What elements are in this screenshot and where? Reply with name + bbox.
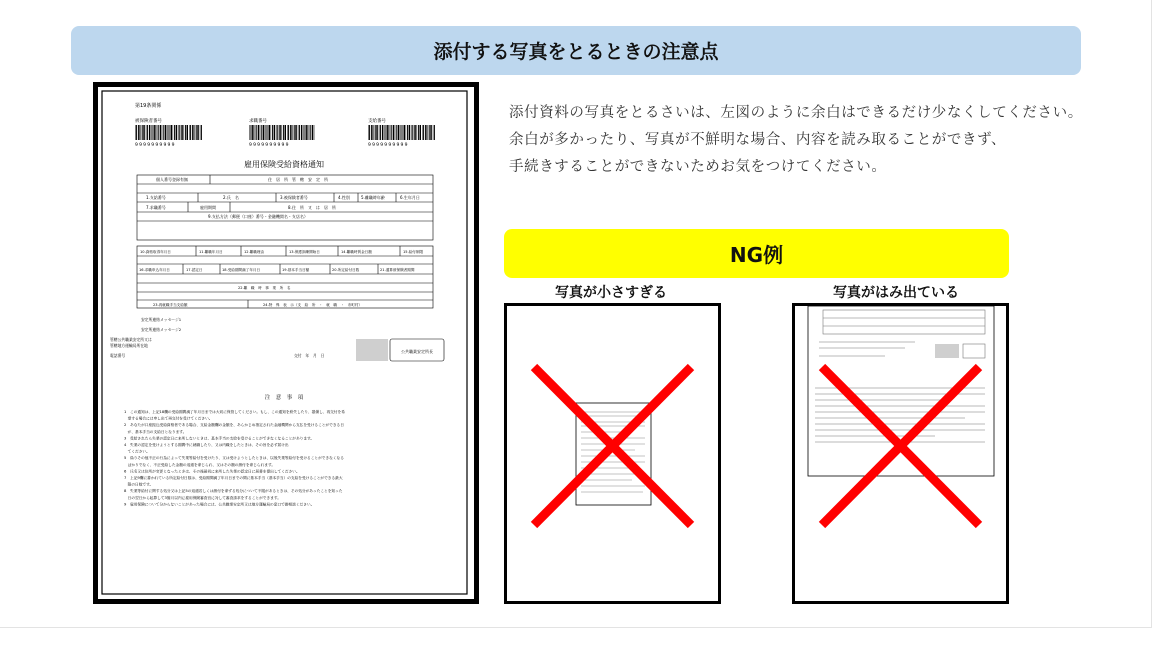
stamp-text: 公共職業安定所長 — [401, 349, 433, 354]
barcode-bar — [160, 125, 162, 140]
barcode-bar — [154, 125, 156, 140]
barcode-bar — [153, 125, 154, 140]
barcode-bar — [263, 125, 265, 140]
barcode-bar — [196, 125, 197, 140]
barcode-bar — [140, 125, 141, 140]
form-message: 安定所連絡メッセージ1 — [141, 317, 182, 322]
note-line: 限の日数です。 — [124, 482, 154, 487]
barcode-bar — [390, 125, 391, 140]
barcode-bar — [281, 125, 282, 140]
note-line: 4 失業の認定を受けようとする期間中に就職したり、又は内職をしたときは、その旨を必ず届け出 — [124, 443, 289, 447]
barcode-bar — [138, 125, 140, 140]
barcode-bar — [149, 125, 151, 140]
note-line: 日の翌日から起算して3箇月以内に雇用保険審査官に対して審査請求をすることができます。 — [124, 495, 281, 500]
barcode-bar — [409, 125, 411, 140]
barcode-bar — [391, 125, 392, 140]
barcode-bar — [412, 125, 413, 140]
form-cell: 21.通算被保険者期間 — [380, 268, 415, 272]
barcode-bar — [395, 125, 396, 140]
note-line: 8 失業等給付に関する処分又は上記5の返還若しくは納付を命ずる処分について不服があるときは、その処分があったことを知った — [124, 489, 343, 494]
barcode-bar — [256, 125, 257, 140]
barcode-digits: 9999999999 — [249, 143, 290, 148]
barcode-bar — [310, 125, 311, 140]
barcode-bar — [261, 125, 262, 140]
note-line: 3 受給されたら失業の認定日に来所しないときは、基本手当の支給を受けることができなくなることがあります。 — [124, 436, 315, 441]
barcode-bar — [151, 125, 152, 140]
form-title: 雇用保険受給資格通知 — [244, 160, 324, 169]
form-office-label: 管轄地方運輸局所在地 — [110, 343, 148, 348]
note-line: が、基本手当の支給日となります。 — [124, 429, 187, 434]
ng-example-too-small — [504, 303, 721, 604]
barcode-bar — [157, 125, 158, 140]
note-line: 2 あなたが口座振込受給資格者である場合、支給金額欄の金額を、あらかじめ指定された金融機関から支払を受けることができる日 — [124, 423, 344, 428]
instruction-line: 余白が多かったり、写真が不鮮明な場合、内容を読み取ることができず、 — [509, 132, 1007, 148]
barcode-bar — [398, 125, 400, 140]
barcode-bar — [373, 125, 374, 140]
barcode-bar — [292, 125, 293, 140]
barcode-bar — [147, 125, 148, 140]
notes-title: 注 意 事 項 — [264, 395, 304, 401]
barcode-bar — [255, 125, 256, 140]
form-cell: 23.再就職手当支給額 — [153, 303, 188, 307]
barcode-bar — [406, 125, 407, 140]
barcode-bar — [135, 125, 136, 140]
form-cell: 12.離職理由 — [244, 250, 265, 254]
sample-form-image — [98, 87, 474, 599]
barcode-bar — [369, 125, 370, 140]
barcode-bar — [181, 125, 183, 140]
barcode-bar — [422, 125, 423, 140]
ng-example-too-small-image — [507, 306, 718, 601]
barcode-bar — [429, 125, 430, 140]
barcode-bar — [294, 125, 295, 140]
note-line: ばかりでなく、不正受給した金額の返還を命じられ、又はその額の納付を命じられます。 — [124, 462, 276, 467]
barcode-bar — [179, 125, 180, 140]
barcode-bar — [252, 125, 254, 140]
barcode-bar — [290, 125, 292, 140]
barcode-bar — [185, 125, 186, 140]
form-cell: 11.離職年月日 — [199, 250, 223, 254]
barcode-bar — [189, 125, 190, 140]
barcode-bar — [368, 125, 369, 140]
form-issue-date: 交付 年 月 日 — [294, 353, 325, 358]
barcode-bar — [269, 125, 271, 140]
form-cell: 15.給付制限 — [403, 250, 424, 254]
barcode-bar — [197, 125, 199, 140]
barcode-bar — [260, 125, 261, 140]
barcode-bar — [379, 125, 380, 140]
form-cell: 14.離職時賃金日額 — [341, 250, 372, 254]
form-cell: 2.氏 名 — [223, 195, 239, 200]
note-line: てください。 — [124, 449, 150, 454]
barcode-bar — [411, 125, 412, 140]
note-line: 5 偽りその他不正の行為によって失業等給付を受けたり、又は受けようとしたときは、以後失業等給付を受けることができなくなる — [124, 456, 344, 461]
ng-example-overflow — [792, 303, 1009, 604]
form-office-label: 電話番号 — [110, 353, 126, 358]
barcode-bar — [416, 125, 417, 140]
barcode-bar — [386, 125, 387, 140]
barcode-bar — [171, 125, 173, 140]
barcode-bar — [295, 125, 297, 140]
barcode-bar — [306, 125, 308, 140]
barcode-bar — [427, 125, 428, 140]
barcode-bar — [178, 125, 179, 140]
form-seal-area — [356, 339, 388, 361]
form-cell: 24.特 殊 表 示（支 給 所 ・ 就 職 ・ 市町村） — [263, 303, 363, 307]
form-cell: 7.求職番号 — [146, 205, 166, 210]
barcode-bar — [136, 125, 137, 140]
instruction-line: 手続きすることができないためお気をつけてください。 — [509, 159, 887, 175]
barcode-bar — [407, 125, 408, 140]
barcode-bar — [272, 125, 273, 140]
form-cell: 10.資格取得年月日 — [140, 250, 171, 254]
barcode-bar — [371, 125, 373, 140]
barcode-bar — [158, 125, 159, 140]
barcode-bar — [142, 125, 143, 140]
barcode-bar — [271, 125, 272, 140]
barcode-bar — [192, 125, 194, 140]
note-line: 9 雇用保険について分からないことがあった場合には、公共職業安定所又は地方運輸局の窓口で御相談ください。 — [124, 502, 315, 507]
form-cell: 1.支給番号 — [146, 195, 166, 200]
barcode-bar — [288, 125, 289, 140]
note-line: 望する場合には申し出て再交付を受けてください。 — [124, 416, 213, 421]
barcode-bar — [251, 125, 252, 140]
barcode-bar — [387, 125, 389, 140]
ng-caption-overflow: 写真がはみ出ている — [833, 285, 959, 301]
barcode-bar — [414, 125, 416, 140]
instruction-text — [509, 100, 1129, 181]
barcode-bar — [375, 125, 376, 140]
barcode-bar — [420, 125, 422, 140]
note-line: 1 この通知は、上記18欄の受給期間満了年月日までは大切に保管してください。もし、この通知を紛失したり、損傷し、再交付を希 — [124, 410, 345, 414]
barcode-bar — [169, 125, 170, 140]
barcode-bar — [249, 125, 250, 140]
notes-list — [124, 409, 345, 506]
barcode-bar — [143, 125, 145, 140]
form-office-label: 管轄公共職業安定所又は — [110, 337, 152, 342]
barcode-bar — [190, 125, 191, 140]
barcode-bar — [162, 125, 163, 140]
ng-example-banner: NG例 — [504, 229, 1009, 278]
barcode-bar — [258, 125, 260, 140]
barcode-bar — [423, 125, 424, 140]
barcode-bar — [285, 125, 287, 140]
form-cell: 個人番号登録有無 — [156, 177, 188, 182]
barcode-bar — [430, 125, 432, 140]
barcode-bar — [279, 125, 281, 140]
barcode-bar — [265, 125, 266, 140]
page-title: 添付する写真をとるときの注意点 — [71, 26, 1081, 75]
barcode-bar — [146, 125, 147, 140]
barcode-bar — [396, 125, 397, 140]
note-line: 7 上記9欄に書かれている所定給付日数は、受給期間満了年月日までの間に基本手当（基本手当）の支給を受けることができる最大 — [124, 476, 343, 480]
barcode-bar — [183, 125, 184, 140]
note-line: 6 氏名又は住所が変更となったときは、その後最初に来所した失業の認定日に届書を提出してください。 — [124, 469, 300, 474]
form-number: 第19条関係 — [135, 103, 162, 109]
barcode-bar — [303, 125, 304, 140]
barcode-bar — [167, 125, 168, 140]
barcode-bar — [173, 125, 174, 140]
form-cell: 雇用期間 — [200, 205, 216, 210]
form-cell: 6.生年月日 — [400, 195, 420, 200]
barcode-bar — [301, 125, 303, 140]
barcode-bar — [165, 125, 167, 140]
instruction-line: 添付資料の写真をとるさいは、左図のように余白はできるだけ少なくしてください。 — [509, 105, 1083, 121]
form-cell: 3.被保険者番号 — [280, 195, 308, 200]
barcode-bar — [163, 125, 164, 140]
barcode-bar — [382, 125, 384, 140]
barcode-bar — [176, 125, 178, 140]
barcode-bar — [400, 125, 401, 140]
barcode-bar — [201, 125, 202, 140]
barcode-bar — [418, 125, 419, 140]
barcode-label: 支給番号 — [368, 119, 386, 124]
form-cell: 13.保護訓練開始日 — [289, 250, 320, 254]
barcode-bar — [393, 125, 395, 140]
form-cell: 17.認定日 — [186, 268, 203, 272]
barcode-bar — [276, 125, 277, 140]
barcode-bar — [305, 125, 306, 140]
barcode-bar — [384, 125, 385, 140]
form-message: 安定所連絡メッセージ2 — [141, 327, 182, 332]
form-cell: 18.受給期間満了年月日 — [222, 268, 261, 272]
barcode-bar — [267, 125, 268, 140]
barcode-label: 被保険者番号 — [135, 119, 162, 124]
form-cell: 19.基本手当日額 — [282, 268, 310, 272]
barcode-bar — [402, 125, 403, 140]
form-cell: 16.求職申込年月日 — [139, 268, 170, 272]
barcode-bar — [404, 125, 406, 140]
barcode-bar — [274, 125, 276, 140]
barcode-bar — [433, 125, 434, 140]
barcode-digits: 9999999999 — [135, 143, 176, 148]
ng-caption-too-small: 写真が小さすぎる — [555, 285, 667, 301]
barcode-bar — [298, 125, 299, 140]
barcode-bar — [312, 125, 314, 140]
barcode-bar — [287, 125, 288, 140]
barcode-bar — [309, 125, 310, 140]
form-cell: 20.所定給付日数 — [332, 268, 360, 272]
barcode-bar — [434, 125, 435, 140]
form-cell: 4.性別 — [338, 195, 350, 200]
form-cell: 22.離 職 時 事 業 所 名 — [238, 286, 291, 290]
barcode-bar — [200, 125, 201, 140]
barcode-bar — [194, 125, 195, 140]
barcode-bar — [380, 125, 381, 140]
sample-document-frame — [93, 82, 479, 604]
barcode-bar — [425, 125, 427, 140]
barcode-bar — [277, 125, 278, 140]
ng-example-overflow-image — [795, 306, 1006, 601]
barcode-bar — [187, 125, 189, 140]
form-cell: 住 居 所 管 轄 安 定 所 — [268, 177, 328, 182]
form-cell: 5.離職時年齢 — [361, 195, 385, 200]
barcode-digits: 9999999999 — [368, 143, 409, 148]
form-cell: 9.支払方法（郵便（口座）番号・金融機関名・支店名） — [208, 214, 308, 219]
barcode-label: 求職番号 — [249, 119, 267, 124]
barcode-bar — [376, 125, 378, 140]
barcode-bar — [174, 125, 175, 140]
barcode-bar — [314, 125, 315, 140]
barcode-bar — [283, 125, 284, 140]
form-cell: 8.住 所 又 は 居 所 — [288, 205, 336, 210]
barcode-bar — [299, 125, 300, 140]
